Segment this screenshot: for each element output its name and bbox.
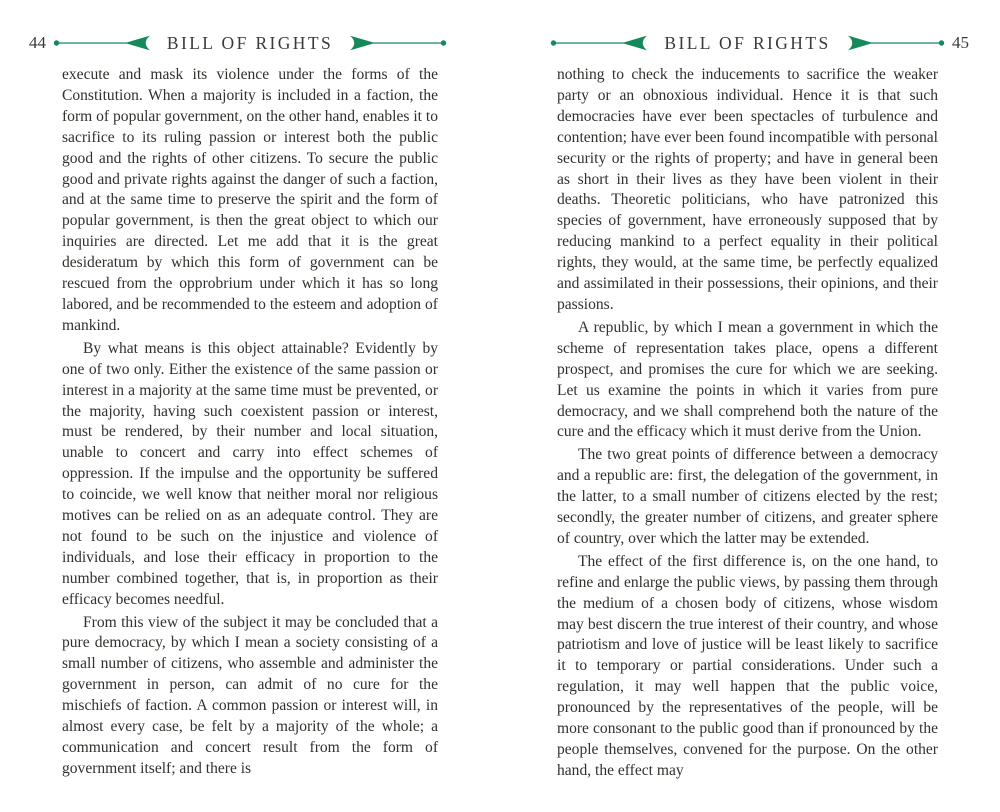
page-right <box>500 0 1000 782</box>
fleuron-rule-right-icon <box>349 34 447 52</box>
paragraph: The two great points of difference between a democracy and a republic are: first, the delegation of the government, in the latter, to a small number of citizens elected by the rest; secondly, the greater number of citizens, and greater sphere of country, over which the latter may be extended. <box>557 446 938 547</box>
page-number-left: 44 <box>29 33 46 52</box>
page-left <box>0 0 500 782</box>
running-header-right <box>557 30 938 56</box>
page-body-right <box>557 65 938 782</box>
fleuron-rule-left-icon <box>550 34 648 52</box>
paragraph: The effect of the first difference is, on the one hand, to refine and enlarge the public views, by passing them through the medium of a chosen body of citizens, whose wisdom may best discern the true interest of their country, and whose patriotism and love of justice will be least likely to sacrifice it to temporary or partial considerations. Under such a regulation, it may well happen that the public voice, pronounced by the representatives of the people, will be more consonant to the public good than if pronounced by the people themselves, convened for the purpose. On the other hand, the effect may <box>557 552 938 779</box>
paragraph: By what means is this object attainable? Evidently by one of two only. Either the existence of the same passion or interest in a majority at the same time must be prevented, or the majority, having such coexistent passion or interest, must be rendered, by their number and local situation, unable to concert and carry into effect schemes of oppression. If the impulse and the opportunity be suffered to coincide, we well know that neither moral nor religious motives can be relied on as an adequate control. They are not found to be such on the injustice and violence of individuals, and lose their efficacy in proportion to the number combined together, that is, in proportion as their efficacy becomes needful. <box>62 339 438 608</box>
running-title: BILL OF RIGHTS <box>166 32 334 53</box>
page-body-left <box>62 65 438 780</box>
paragraph: A republic, by which I mean a government in which the scheme of representation takes place, opens a different prospect, and promises the cure for which we are seeking. Let us examine the points in which it varies from pure democracy, and we shall comprehend both the nature of the cure and the efficacy which it must derive from the Union. <box>557 318 938 441</box>
fleuron-rule-left-icon <box>53 34 151 52</box>
running-header-left <box>62 30 438 56</box>
page-number-right: 45 <box>952 33 969 52</box>
paragraph: nothing to check the inducements to sacrifice the weaker party or an obnoxious individual. Hence it is that such democracies have ever been spectacles of turbulence and contention; have ever been found incompatible with personal security or the rights of property; and have in general been as short in their lives as they have been violent in their deaths. Theoretic politicians, who have patronized this species of government, have erroneously supposed that by reducing mankind to a perfect equality in their political rights, they would, at the same time, be perfectly equalized and assimilated in their possessions, their opinions, and their passions. <box>557 66 938 313</box>
paragraph: execute and mask its violence under the forms of the Constitution. When a majority is included in a faction, the form of popular government, on the other hand, enables it to sacrifice to its ruling passion or interest both the public good and the rights of other citizens. To secure the public good and private rights against the danger of such a faction, and at the same time to preserve the spirit and the form of popular government, is then the great object to which our inquiries are directed. Let me add that it is the great desideratum by which this form of government can be rescued from the opprobrium under which it has so long labored, and be recommended to the esteem and adoption of mankind. <box>62 66 438 334</box>
running-title: BILL OF RIGHTS <box>664 32 831 53</box>
fleuron-rule-right-icon <box>847 34 945 52</box>
paragraph: From this view of the subject it may be concluded that a pure democracy, by which I mean a society consisting of a small number of citizens, who assemble and administer the government in person, can admit of no cure for the mischiefs of faction. A common passion or interest will, in almost every case, be felt by a majority of the whole; a communication and concert result from the form of government itself; and there is <box>62 613 438 777</box>
